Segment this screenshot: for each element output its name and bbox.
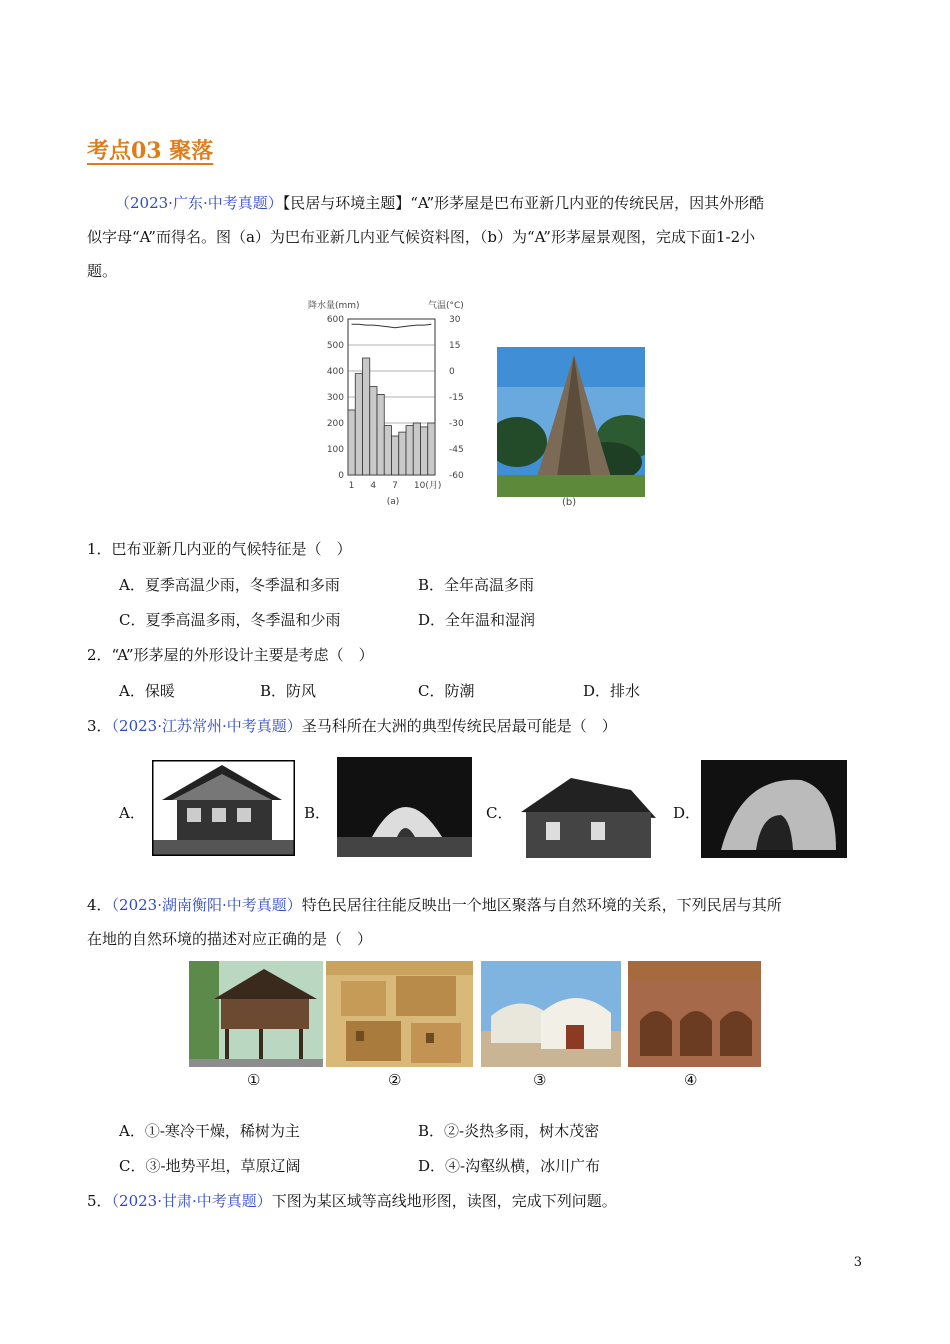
section-heading: 考点03 聚落 (87, 138, 214, 164)
q2-text: “A”形茅屋的外形设计主要是考虑（ ） (111, 646, 374, 664)
chart-right-tick: 0 (449, 367, 455, 377)
precipitation-bar (355, 374, 362, 475)
intro-source: （2023·广东·中考真题） (115, 194, 283, 212)
q1-text: 巴布亚新几内亚的气候特征是（ ） (111, 540, 352, 558)
temperature-line (352, 324, 432, 328)
chart-left-tick: 0 (338, 471, 344, 481)
chart-right-tick: -45 (449, 445, 464, 455)
q3-option-d[interactable]: D． (673, 804, 701, 822)
q3-text: 圣马科所在大洲的典型传统民居最可能是（ ） (301, 717, 617, 735)
precipitation-bar (370, 387, 377, 475)
q1-number: 1． (87, 540, 112, 558)
q5-number: 5． (87, 1192, 112, 1210)
q4-label-3: ③ (533, 1071, 547, 1089)
q3-option-b[interactable]: B． (304, 804, 331, 822)
precipitation-bar (399, 432, 406, 475)
q4-label-2: ② (388, 1071, 402, 1089)
intro-paragraph (87, 186, 859, 288)
q1-option-d[interactable]: D．全年温和湿润 (418, 611, 536, 629)
q3-image-a-wooden-house[interactable] (152, 760, 295, 856)
q4-text-line2: 在地的自然环境的描述对应正确的是（ ） (87, 930, 373, 948)
chart-x-tick: 7 (392, 481, 398, 491)
precipitation-bar (406, 426, 413, 475)
question-5 (87, 1190, 867, 1211)
precipitation-bar (377, 394, 384, 475)
q3-source: （2023·江苏常州·中考真题） (111, 717, 302, 735)
q4-image-4-cave-dwelling (628, 961, 761, 1067)
q3-image-b-igloo[interactable] (337, 757, 472, 857)
intro-line2: 似字母“A”而得名。图（a）为巴布亚新几内亚气候资料图，（b）为“A”形茅屋景观图，完成下面1-2小 (87, 228, 756, 246)
q3-option-a[interactable]: A． (119, 804, 145, 822)
a-frame-hut-photo (497, 347, 645, 497)
chart-x-tick: 4 (370, 481, 377, 491)
chart-x-tick: 1 (348, 481, 355, 491)
q2-option-d[interactable]: D．排水 (583, 682, 641, 700)
q2-option-a[interactable]: A．保暖 (119, 682, 175, 700)
q4-image-2-flat-roof-houses (326, 961, 473, 1067)
chart-left-axis-label: 降水量(mm) (308, 301, 360, 311)
precipitation-bar (413, 423, 420, 475)
q3-option-c[interactable]: C． (486, 804, 513, 822)
chart-left-tick: 500 (326, 341, 344, 351)
question-1 (87, 538, 867, 559)
precipitation-bar (348, 410, 355, 475)
q1-option-c[interactable]: C．夏季高温多雨，冬季温和少雨 (119, 611, 341, 629)
q3-image-d-grass-hut[interactable] (701, 760, 847, 858)
photo-b-caption: (b) (562, 497, 577, 508)
precipitation-bar (428, 423, 435, 475)
chart-right-axis-label: 气温(°C) (428, 301, 464, 311)
q5-source: （2023·甘肃·中考真题） (111, 1192, 272, 1210)
chart-left-tick: 200 (326, 419, 344, 429)
chart-left-tick: 400 (326, 367, 344, 377)
precipitation-bar (384, 426, 391, 475)
q2-option-c[interactable]: C．防潮 (418, 682, 475, 700)
q1-option-b[interactable]: B．全年高温多雨 (418, 576, 535, 594)
chart-left-tick: 100 (326, 445, 344, 455)
question-3 (87, 715, 867, 736)
precipitation-bar (363, 358, 370, 475)
chart-right-tick: -60 (449, 471, 464, 481)
question-2 (87, 644, 867, 665)
chart-left-tick: 600 (326, 315, 344, 325)
precipitation-bar (421, 427, 428, 475)
q4-number: 4． (87, 896, 112, 914)
q4-label-1: ① (247, 1071, 261, 1089)
chart-caption: (a) (386, 497, 400, 507)
chart-left-tick: 300 (326, 393, 344, 403)
q5-text: 下图为某区域等高线地形图，读图，完成下列问题。 (271, 1192, 617, 1210)
chart-right-tick: -15 (449, 393, 464, 403)
q1-option-a[interactable]: A．夏季高温少雨，冬季温和多雨 (119, 576, 340, 594)
q2-option-b[interactable]: B．防风 (260, 682, 317, 700)
q4-image-1-stilt-house (189, 961, 323, 1067)
precipitation-bar (392, 436, 399, 475)
q4-label-4: ④ (684, 1071, 698, 1089)
question-4 (87, 888, 867, 956)
q4-option-a[interactable]: A．①-寒冷干燥，稀树为主 (119, 1122, 300, 1140)
q4-image-3-yurt (481, 961, 621, 1067)
q4-option-b[interactable]: B．②-炎热多雨，树木茂密 (418, 1122, 600, 1140)
q4-option-d[interactable]: D．④-沟壑纵横，冰川广布 (418, 1157, 601, 1175)
q2-number: 2． (87, 646, 112, 664)
climate-chart (300, 296, 480, 511)
intro-line1: 【民居与环境主题】“A”形茅屋是巴布亚新几内亚的传统民居，因其外形酷 (282, 194, 765, 212)
q4-source: （2023·湖南衡阳·中考真题） (111, 896, 302, 914)
chart-right-tick: 15 (449, 341, 461, 351)
chart-x-tick: 10(月) (413, 481, 442, 491)
q4-text-line1: 特色民居往往能反映出一个地区聚落与自然环境的关系，下列民居与其所 (301, 896, 782, 914)
q4-option-c[interactable]: C．③-地势平坦，草原辽阔 (119, 1157, 301, 1175)
page-number: 3 (853, 1255, 862, 1270)
chart-right-tick: -30 (449, 419, 464, 429)
q3-number: 3． (87, 717, 112, 735)
intro-line3: 题。 (87, 262, 118, 280)
q3-image-c-thatched-hut[interactable] (516, 770, 658, 858)
chart-right-tick: 30 (449, 315, 461, 325)
